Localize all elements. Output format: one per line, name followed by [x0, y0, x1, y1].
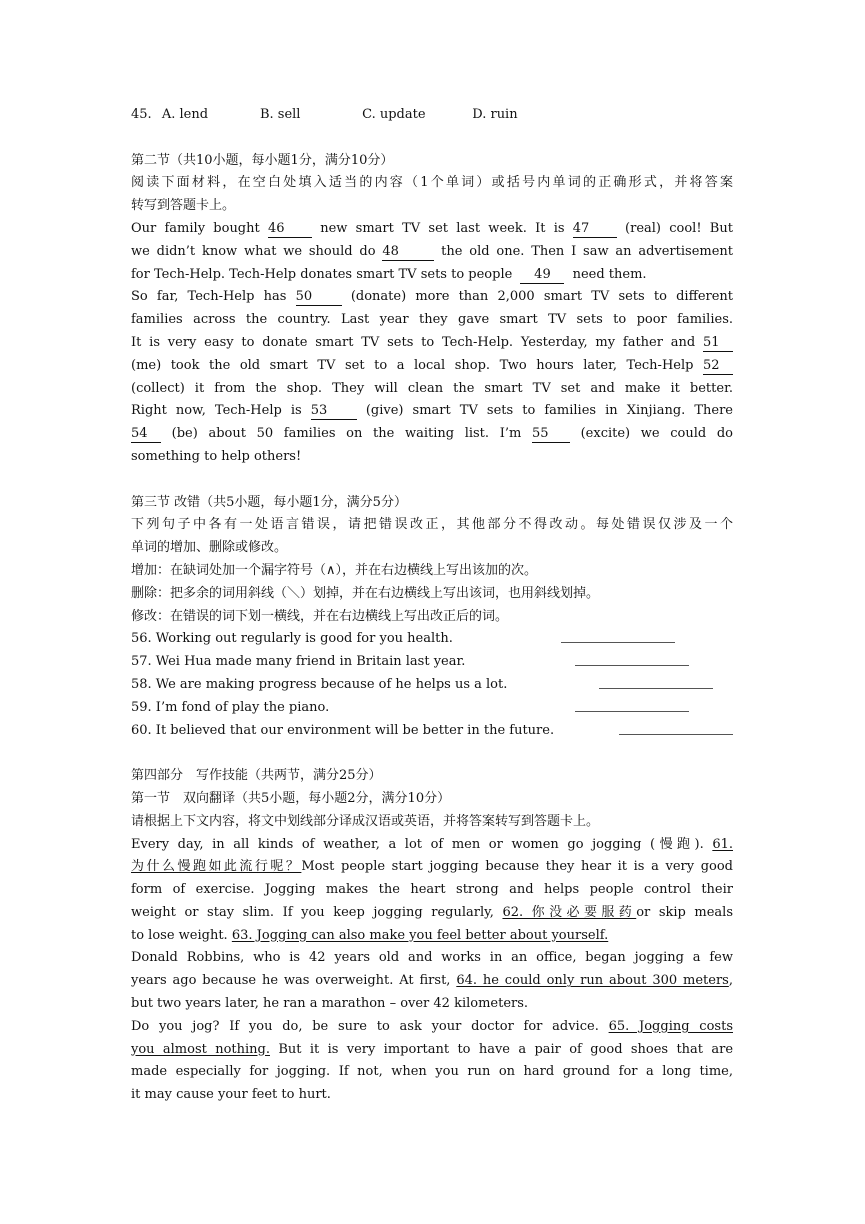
answer-line-56[interactable]: [561, 628, 675, 643]
passage-line: (me) took the old smart TV set to a local shop. Two hours later, Tech-Help 52: [131, 355, 733, 378]
passage-line: weight or stay slim. If you keep jogging regularly, 62. 你没必要服药or skip meals: [131, 904, 734, 920]
passage-line: Donald Robbins, who is 42 years old and works in an office, began jogging a few: [131, 950, 733, 966]
passage-line: families across the country. Last year they gave smart TV sets to poor families.: [131, 312, 733, 328]
section2-instruction-1: 阅读下面材料，在空白处填入适当的内容（1个单词）或括号内单词的正确形式，并将答案: [131, 175, 733, 191]
underlined-65-text: you almost nothing.: [131, 1041, 270, 1057]
passage-line: years ago because he was overweight. At first, 64. he could only run about 300 meters,: [131, 973, 733, 989]
question-59: 59. I’m fond of play the piano.: [131, 697, 733, 720]
question-58: 58. We are making progress because of he helps us a lot.: [131, 674, 733, 697]
section3-instruction-1: 下列句子中各有一处语言错误，请把错误改正，其他部分不得改动。每处错误仅涉及一个: [131, 517, 733, 533]
option-c: C. update: [362, 107, 426, 122]
blank-55[interactable]: 55: [532, 426, 570, 443]
passage-line: (collect) it from the shop. They will clean the smart TV set and make it better.: [131, 380, 733, 396]
blank-51[interactable]: 51: [703, 335, 733, 352]
passage-line: Every day, in all kinds of weather, a lot of men or women go jogging (慢跑). 61.: [131, 836, 733, 852]
rule-delete: 删除：把多余的词用斜线（＼）划掉，并在右边横线上写出该词，也用斜线划掉。: [131, 585, 600, 601]
question-60: 60. It believed that our environment will be better in the future.: [131, 720, 733, 743]
passage-line: It is very easy to donate smart TV sets to Tech-Help. Yesterday, my father and 51: [131, 332, 733, 355]
passage-line: Right now, Tech-Help is 53 (give) smart TV sets to families in Xinjiang. There: [131, 403, 733, 419]
option-a: A. lend: [161, 107, 209, 122]
answer-line-58[interactable]: [599, 674, 713, 689]
section3-instruction-2: 单词的增加、删除或修改。: [131, 540, 288, 556]
option-b: B. sell: [259, 107, 301, 122]
passage-line: something to help others!: [131, 448, 302, 464]
blank-48[interactable]: 48: [382, 244, 434, 261]
question-45: [131, 104, 733, 127]
answer-line-57[interactable]: [575, 651, 689, 666]
passage-line: you almost nothing. But it is very important to have a pair of good shoes that are: [131, 1041, 734, 1057]
section2-instruction-2: 转写到答题卡上。: [131, 198, 236, 214]
passage-line: but two years later, he ran a marathon – over 42 kilometers.: [131, 996, 529, 1012]
passage-line: Our family bought 46 new smart TV set last week. It is 47 (real) cool! But: [131, 220, 733, 236]
part4-section1-heading: 第一节 双向翻译（共5小题，每小题2分，满分10分）: [131, 790, 451, 806]
passage-line: 54 (be) about 50 families on the waiting list. I’m 55 (excite) we could do: [131, 426, 733, 442]
exam-page: [131, 104, 733, 1107]
option-d: D. ruin: [472, 107, 518, 122]
rule-modify: 修改：在错误的词下划一横线，并在右边横线上写出改正后的词。: [131, 608, 509, 624]
underlined-64: 64. he could only run about 300 meters: [456, 973, 729, 989]
underlined-62: 62. 你没必要服药: [502, 904, 637, 920]
section2-heading: 第二节（共10小题，每小题1分，满分10分）: [131, 152, 394, 168]
passage-line: Do you jog? If you do, be sure to ask your doctor for advice. 65. Jogging costs: [131, 1018, 733, 1034]
passage-line: for Tech-Help. Tech-Help donates smart TV sets to people 49 need them.: [131, 266, 647, 282]
question-57: 57. Wei Hua made many friend in Britain last year.: [131, 651, 733, 674]
question-number: 45.: [131, 107, 152, 122]
passage-line: form of exercise. Jogging makes the heart strong and helps people control their: [131, 882, 733, 898]
underlined-65: 65. Jogging costs: [608, 1018, 733, 1034]
blank-53[interactable]: 53: [311, 403, 357, 420]
underlined-63: 63. Jogging can also make you feel better about yourself.: [231, 927, 609, 943]
answer-line-59[interactable]: [575, 697, 689, 712]
answer-line-60[interactable]: [619, 720, 733, 735]
blank-47[interactable]: 47: [573, 221, 617, 238]
blank-49[interactable]: 49: [520, 267, 564, 284]
section3-heading: 第三节 改错（共5小题，每小题1分，满分5分）: [131, 494, 407, 510]
underlined-61: 61.: [712, 836, 733, 852]
passage-line: it may cause your feet to hurt.: [131, 1087, 331, 1103]
passage-line: 为什么慢跑如此流行呢？Most people start jogging because they hear it is a very good: [131, 859, 733, 875]
part4-heading: 第四部分 写作技能（共两节，满分25分）: [131, 768, 382, 784]
blank-52[interactable]: 52: [703, 358, 733, 375]
passage-line: to lose weight. 63. Jogging can also make you feel better about yourself.: [131, 927, 609, 943]
part4-instruction: 请根据上下文内容，将文中划线部分译成汉语或英语，并将答案转写到答题卡上。: [131, 813, 600, 829]
rule-add: 增加：在缺词处加一个漏字符号（∧），并在右边横线上写出该加的次。: [131, 562, 538, 578]
passage-line: So far, Tech-Help has 50 (donate) more than 2,000 smart TV sets to different: [131, 289, 734, 305]
blank-50[interactable]: 50: [296, 289, 342, 306]
underlined-61-text: 为什么慢跑如此流行呢？: [131, 859, 302, 875]
blank-54[interactable]: 54: [131, 426, 161, 443]
passage-line: made especially for jogging. If not, when you run on hard ground for a long time,: [131, 1064, 733, 1080]
blank-46[interactable]: 46: [268, 221, 312, 238]
question-56: 56. Working out regularly is good for you health.: [131, 628, 733, 651]
passage-line: we didn’t know what we should do 48 the old one. Then I saw an advertisement: [131, 243, 734, 259]
